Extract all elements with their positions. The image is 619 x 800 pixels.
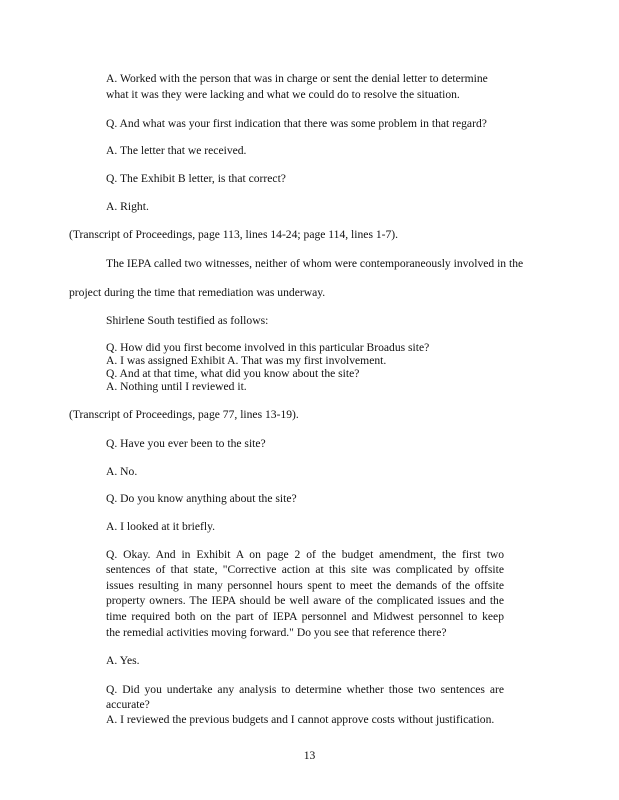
answer-line: A. I reviewed the previous budgets and I cannot approve costs without justification. (106, 713, 495, 726)
question-line: sentences of that state, "Corrective action at this site was complicated by offsite (106, 563, 504, 576)
answer-line: A. The letter that we received. (106, 144, 247, 157)
answer-line: A. Worked with the person that was in charge or sent the denial letter to determine (106, 72, 488, 85)
question-line: Q. Have you ever been to the site? (106, 437, 266, 450)
transcript-citation: (Transcript of Proceedings, page 113, lines 14-24; page 114, lines 1-7). (69, 228, 399, 241)
question-line: Q. The Exhibit B letter, is that correct? (106, 172, 286, 185)
answer-line: A. Right. (106, 200, 149, 213)
question-line: Q. Okay. And in Exhibit A on page 2 of the budget amendment, the first two (106, 548, 504, 561)
body-paragraph-line: The IEPA called two witnesses, neither of whom were contemporaneously involved in the (106, 257, 524, 270)
answer-line: what it was they were lacking and what we could do to resolve the situation. (106, 88, 460, 101)
question-line: Q. And what was your first indication that there was some problem in that regard? (106, 117, 487, 130)
answer-line: A. No. (106, 465, 138, 478)
answer-line: A. I looked at it briefly. (106, 520, 216, 533)
page-number: 13 (303, 749, 316, 762)
question-line: the remedial activities moving forward." Do you see that reference there? (106, 626, 447, 639)
question-line: issues resulting in many personnel hours spent to meet the demands of the offsite (106, 579, 504, 592)
question-line: Q. And at that time, what did you know about the site? (106, 367, 360, 380)
question-line: Q. Did you undertake any analysis to determine whether those two sentences are (106, 683, 504, 696)
answer-line: A. Yes. (106, 654, 140, 667)
transcript-citation: (Transcript of Proceedings, page 77, lines 13-19). (69, 408, 299, 421)
question-line: Q. Do you know anything about the site? (106, 492, 297, 505)
testimony-intro: Shirlene South testified as follows: (106, 314, 269, 327)
question-line: Q. How did you first become involved in this particular Broadus site? (106, 341, 430, 354)
answer-line: A. I was assigned Exhibit A. That was my first involvement. (106, 354, 387, 367)
question-line: accurate? (106, 698, 150, 711)
body-paragraph-line: project during the time that remediation was underway. (69, 286, 326, 299)
question-line: property owners. The IEPA should be well aware of the complicated issues and the (106, 594, 504, 607)
question-line: time required both on the part of IEPA personnel and Midwest personnel to keep (106, 610, 504, 623)
answer-line: A. Nothing until I reviewed it. (106, 380, 247, 393)
